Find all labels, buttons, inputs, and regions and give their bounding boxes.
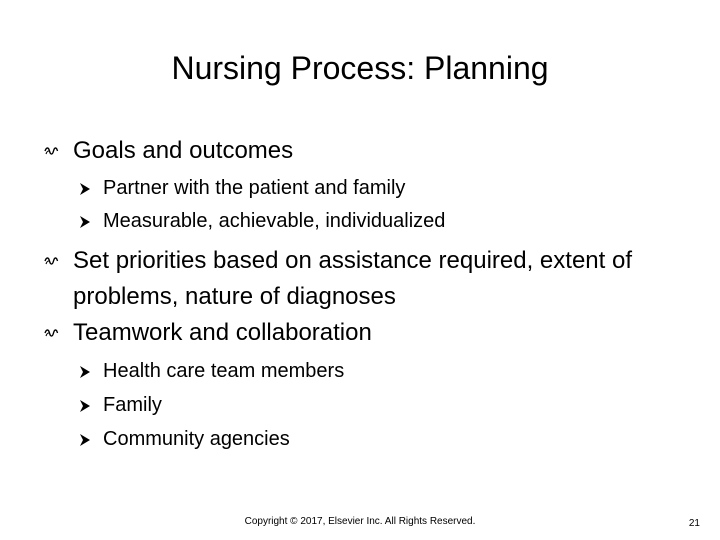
sub-bullet-item xyxy=(0,423,720,456)
arrowhead-bullet-icon xyxy=(79,365,91,379)
sub-bullet-text: Family xyxy=(103,394,162,416)
bullet-text: Set priorities based on assistance required, extent of problems, nature of diagnoses xyxy=(73,247,632,310)
arrowhead-bullet-icon xyxy=(79,433,91,447)
bullet-item xyxy=(0,315,720,351)
wave-bullet-icon xyxy=(44,328,60,338)
arrowhead-bullet-icon xyxy=(79,215,91,229)
bullet-item xyxy=(0,243,720,315)
sub-bullet-item xyxy=(0,355,720,388)
arrowhead-bullet-icon xyxy=(79,399,91,413)
wave-bullet-icon xyxy=(44,146,60,156)
bullet-item xyxy=(0,133,720,169)
sub-bullet-item xyxy=(0,205,720,238)
sub-bullet-text: Health care team members xyxy=(103,360,345,382)
arrowhead-bullet-icon xyxy=(79,182,91,196)
footer-copyright: Copyright © 2017, Elsevier Inc. All Rights Reserved. xyxy=(244,516,476,527)
sub-bullet-text: Measurable, achievable, individualized xyxy=(103,210,446,232)
bullet-text: Goals and outcomes xyxy=(73,137,294,164)
sub-bullet-item xyxy=(0,389,720,422)
bullet-text: Teamwork and collaboration xyxy=(73,319,372,346)
page-number: 21 xyxy=(688,518,700,529)
slide-title: Nursing Process: Planning xyxy=(171,50,549,86)
wave-bullet-icon xyxy=(44,256,60,266)
sub-bullet-item xyxy=(0,172,720,205)
sub-bullet-text: Partner with the patient and family xyxy=(103,177,406,199)
sub-bullet-text: Community agencies xyxy=(103,428,290,450)
